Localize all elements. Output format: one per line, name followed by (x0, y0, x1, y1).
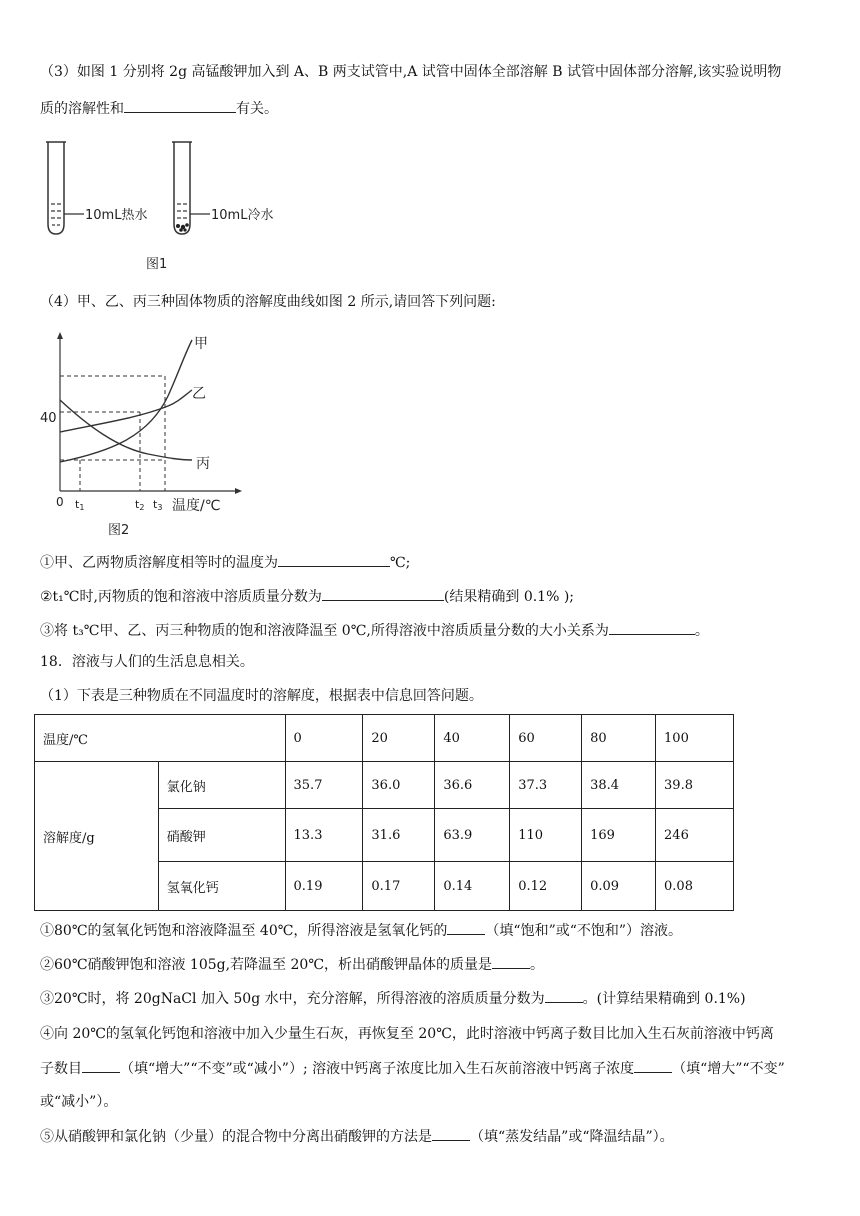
table-cell: 13.3 (285, 809, 363, 862)
test-tube-a (46, 142, 84, 234)
q18-item-2-end: 。 (529, 957, 544, 973)
answer-blank[interactable] (322, 586, 444, 601)
q18-sub1: （1）下表是三种物质在不同温度时的溶解度，根据表中信息回答问题。 (40, 688, 483, 704)
table-cell: 0.17 (363, 862, 435, 911)
table-cell: 38.4 (582, 762, 656, 809)
answer-blank[interactable] (432, 1126, 470, 1141)
table-cell: 35.7 (285, 762, 363, 809)
table-cell: 0.12 (510, 862, 582, 911)
row-name: 氯化钠 (158, 762, 285, 809)
figure-2-caption: 图2 (108, 523, 130, 538)
q18-item-4-line2 (40, 1058, 785, 1079)
table-cell: 169 (582, 809, 656, 862)
answer-blank[interactable] (82, 1058, 120, 1073)
q18-item-4-line1: ④向 20℃的氢氧化钙饱和溶液中加入少量生石灰，再恢复至 20℃，此时溶液中钙离子数目比加入生石灰前溶液中钙离 (40, 1026, 774, 1042)
dashed-guides (60, 376, 165, 491)
table-cell: 0.14 (435, 862, 510, 911)
origin-label: 0 (56, 495, 64, 509)
curve-label-jia: 甲 (194, 336, 208, 352)
table-cell: 36.6 (435, 762, 510, 809)
x-tick-t2: t2 (135, 498, 145, 512)
q18-item-5-hint: （填“蒸发结晶”或“降温结晶”）。 (470, 1129, 674, 1145)
answer-blank[interactable] (492, 954, 530, 969)
table-cell: 110 (510, 809, 582, 862)
q4-item-1-unit: ℃; (390, 555, 411, 571)
q18-item-1-text: ①80℃的氢氧化钙饱和溶液降温至 40℃，所得溶液是氢氧化钙的 (40, 923, 448, 939)
q4-item-1-text: ①甲、乙两物质溶解度相等时的温度为 (40, 555, 278, 571)
figure-1-test-tubes (36, 134, 296, 274)
answer-blank[interactable] (124, 98, 236, 113)
table-cell: 36.0 (363, 762, 435, 809)
q4-item-3 (40, 620, 709, 641)
curve-label-bing: 丙 (196, 456, 210, 472)
header-temp-20: 20 (363, 715, 435, 762)
q18-item-3-text: ③20℃时，将 20gNaCl 加入 50g 水中，充分溶解，所得溶液的溶质质量分数为 (40, 991, 545, 1007)
q18-item-3-note: 。(计算结果精确到 0.1%) (582, 991, 746, 1007)
answer-blank[interactable] (545, 988, 583, 1003)
q18-item-4-b: （填“增大”“不变”或“减小”）; 溶液中钙离子浓度比加入生石灰前溶液中钙离子浓度 (120, 1061, 635, 1077)
y-tick-40: 40 (40, 411, 57, 426)
tube-a-label: 10mL热水 (85, 208, 148, 223)
x-tick-t1: t1 (75, 498, 85, 512)
q4-item-3-end: 。 (694, 623, 709, 639)
curve-label-yi: 乙 (192, 386, 206, 402)
q18-item-5 (40, 1126, 674, 1147)
table-cell: 37.3 (510, 762, 582, 809)
curve-jia (60, 340, 192, 462)
table-row (35, 762, 734, 809)
row-name: 氢氧化钙 (158, 862, 285, 911)
q18-item-2 (40, 954, 544, 975)
q3-text-line1: （3）如图 1 分别将 2g 高锰酸钾加入到 A、B 两支试管中,A 试管中固体全部溶解 B 试管中固体部分溶解,该实验说明物 (40, 64, 782, 80)
q18-item-5-text: ⑤从硝酸钾和氯化钠（少量）的混合物中分离出硝酸钾的方法是 (40, 1129, 432, 1145)
q18-title: 18．溶液与人们的生活息息相关。 (40, 654, 254, 670)
q18-item-1-hint: （填“饱和”或“不饱和”）溶液。 (485, 923, 683, 939)
q18-item-3 (40, 988, 746, 1009)
row-name: 硝酸钾 (158, 809, 285, 862)
q4-item-2 (40, 586, 574, 607)
undissolved-solid (176, 223, 189, 232)
q18-item-2-text: ②60℃硝酸钾饱和溶液 105g,若降温至 20℃，析出硝酸钾晶体的质量是 (40, 957, 492, 973)
table-cell: 0.08 (656, 862, 734, 911)
q4-item-2-text: ②t₁℃时,丙物质的饱和溶液中溶质质量分数为 (40, 589, 322, 605)
header-temp-40: 40 (435, 715, 510, 762)
q4-item-1 (40, 552, 410, 573)
table-cell: 39.8 (656, 762, 734, 809)
q18-item-1 (40, 920, 682, 941)
table-header-row (35, 715, 734, 762)
header-temp-0: 0 (285, 715, 363, 762)
header-temp-60: 60 (510, 715, 582, 762)
q4-item-3-text: ③将 t₃℃甲、乙、丙三种物质的饱和溶液降温至 0℃,所得溶液中溶质质量分数的大小关系为 (40, 623, 609, 639)
header-temp-100: 100 (656, 715, 734, 762)
solubility-table (34, 714, 734, 911)
q18-item-4-a: 子数目 (40, 1061, 82, 1077)
test-tube-b (172, 142, 210, 234)
table-cell: 246 (656, 809, 734, 862)
answer-blank[interactable] (447, 920, 485, 935)
figure-2-solubility-curves (28, 326, 248, 544)
answer-blank[interactable] (278, 552, 390, 567)
tube-b-label: 10mL冷水 (211, 208, 274, 223)
header-temp-80: 80 (582, 715, 656, 762)
q3-text-line2 (40, 98, 278, 119)
q4-intro: （4）甲、乙、丙三种固体物质的溶解度曲线如图 2 所示,请回答下列问题: (40, 294, 496, 310)
x-axis-label: 温度/℃ (172, 498, 221, 514)
header-temp-label: 温度/℃ (35, 715, 286, 762)
figure-1-caption: 图1 (146, 257, 168, 272)
answer-blank[interactable] (609, 620, 695, 635)
table-cell: 31.6 (363, 809, 435, 862)
table-cell: 63.9 (435, 809, 510, 862)
q3-prefix: 质的溶解性和 (40, 101, 124, 117)
curve-yi (60, 390, 192, 432)
q4-item-2-note: (结果精确到 0.1% ); (443, 589, 575, 605)
q3-suffix: 有关。 (236, 101, 278, 117)
table-cell: 0.19 (285, 862, 363, 911)
row-group-label: 溶解度/g (35, 762, 159, 911)
q18-item-4-c: （填“增大”“不变” (672, 1061, 785, 1077)
answer-blank[interactable] (634, 1058, 672, 1073)
curve-bing (60, 400, 192, 460)
table-cell: 0.09 (582, 862, 656, 911)
x-tick-t3: t3 (153, 498, 163, 512)
q18-item-4-line3: 或“减小”）。 (40, 1094, 118, 1110)
